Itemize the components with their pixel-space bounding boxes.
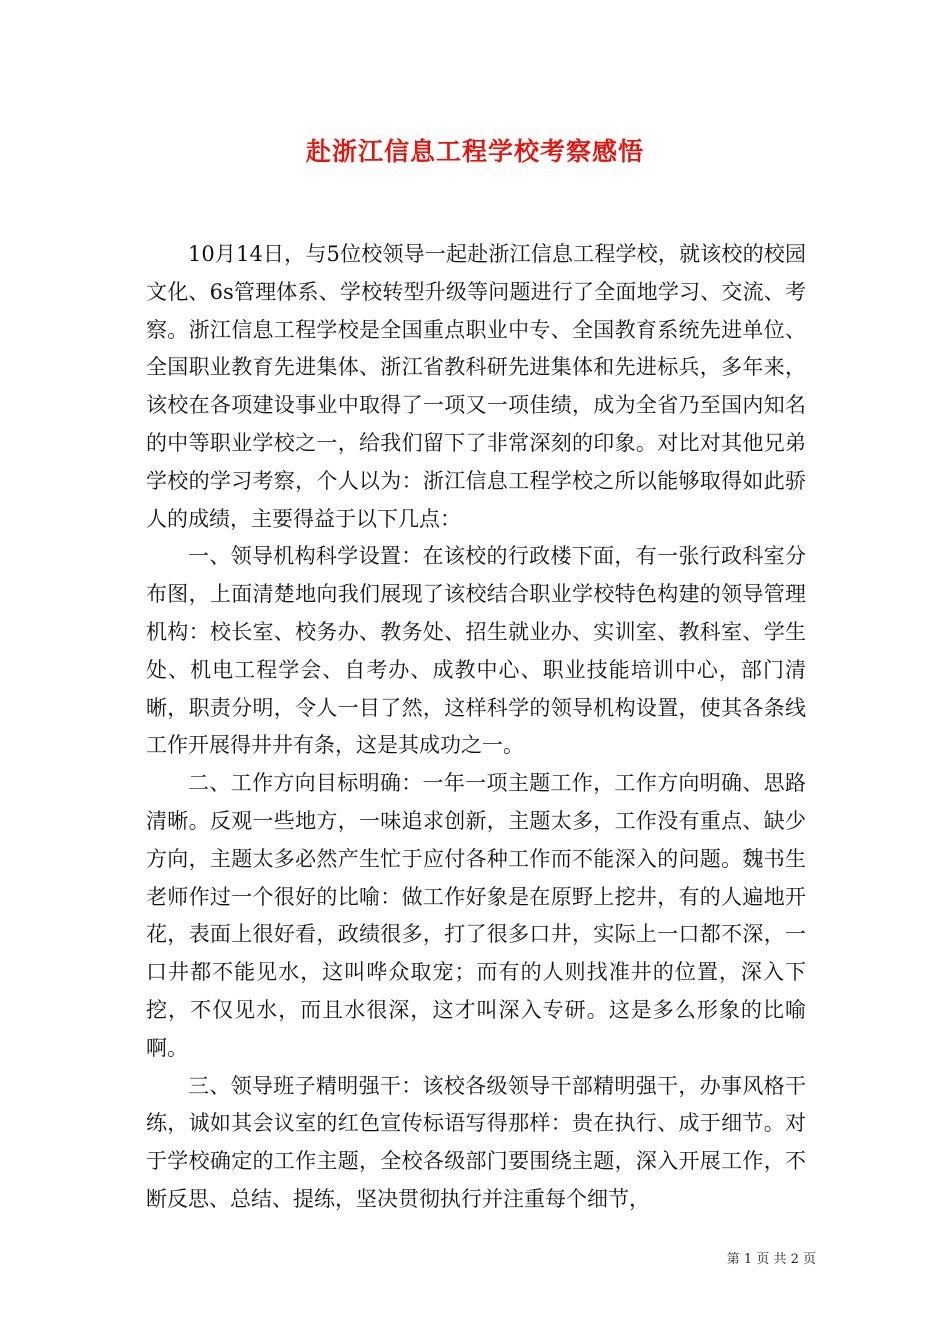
paragraph-point-two: 二、工作方向目标明确：一年一项主题工作，工作方向明确、思路清晰。反观一些地方，一味追求创新，主题太多，工作没有重点、缺少方向，主题太多必然产生忙于应付各种工作而不能深入的问题。魏书生老师作过一个很好的比喻：做工作好象是在原野上挖井，有的人遍地开花，表面上很好看，政绩很多，打了很多口井，实际上一口都不深，一口井都不能见水，这叫哗众取宠；而有的人则找准井的位置，深入下挖，不仅见水，而且水很深，这才叫深入专研。这是多么形象的比喻啊。: [146, 771, 806, 1060]
paragraph-point-one: 一、领导机构科学设置：在该校的行政楼下面，有一张行政科室分布图，上面清楚地向我们展现了该校结合职业学校特色构建的领导管理机构：校长室、校务办、教务处、招生就业办、实训室、教科室、学生处、机电工程学会、自考办、成教中心、职业技能培训中心，部门清晰，职责分明，令人一目了然，这样科学的领导机构设置，使其各条线工作开展得井井有条，这是其成功之一。: [146, 544, 806, 758]
document-title: 赴浙江信息工程学校考察感悟: [305, 137, 644, 166]
document-body: [146, 236, 806, 1219]
page-number-footer: 第 1 页 共 2 页: [726, 1252, 816, 1267]
paragraph-point-three: 三、领导班子精明强干：该校各级领导干部精明强干，办事风格干练，诚如其会议室的红色宣传标语写得那样：贵在执行、成于细节。对于学校确定的工作主题，全校各级部门要围绕主题，深入开展工作，不断反思、总结、提练，坚决贯彻执行并注重每个细节，: [146, 1073, 806, 1211]
paragraph-intro: 10月14日，与5位校领导一起赴浙江信息工程学校，就该校的校园文化、6s管理体系、学校转型升级等问题进行了全面地学习、交流、考察。浙江信息工程学校是全国重点职业中专、全国教育系统先进单位、全国职业教育先进集体、浙江省教科研先进集体和先进标兵，多年来，该校在各项建设事业中取得了一项又一项佳绩，成为全省乃至国内知名的中等职业学校之一，给我们留下了非常深刻的印象。对比对其他兄弟学校的学习考察，个人以为：浙江信息工程学校之所以能够取得如此骄人的成绩，主要得益于以下几点：: [146, 242, 806, 531]
